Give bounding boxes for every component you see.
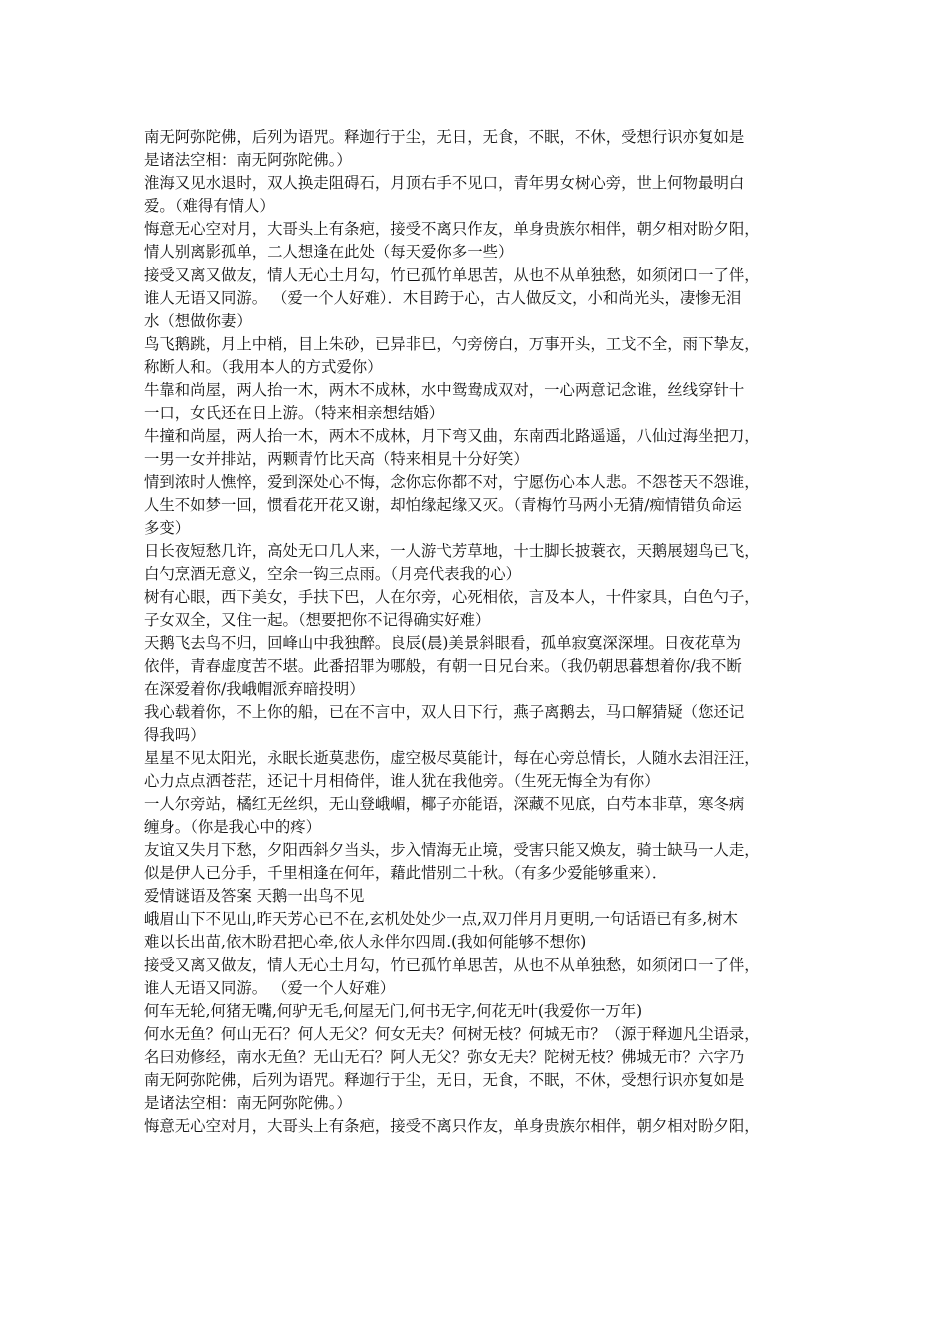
- text-line: 何车无轮,何猪无嘴,何驴无毛,何屋无门,何书无字,何花无叶(我爱你一万年): [144, 1002, 643, 1020]
- text-line: 何水无鱼？何山无石？何人无父？何女无夫？何树无枝？何城无市？（源于释迦凡尘语录，: [144, 1025, 760, 1043]
- text-line: 一人尔旁站，橘红无丝织，无山登峨嵋，椰子亦能语，深藏不见底，白芍本非草，寒冬病: [144, 795, 745, 813]
- text-line: 牛靠和尚屋，两人抬一木，两木不成林，水中鸳鸯成双对，一心两意记念谁，丝线穿针十: [144, 381, 745, 399]
- text-line: 谁人无语又同游。 （爱一个人好难）．木目跨于心，古人做反文，小和尚光头，凄惨无泪: [144, 289, 742, 307]
- document-page: [144, 126, 822, 1138]
- text-line: 爱。（难得有情人）: [144, 197, 275, 215]
- text-line: 接受又离又做友，情人无心土月勾，竹已孤竹单思苦，从也不从单独愁，如须闭口一了伴，: [144, 266, 760, 284]
- text-line: 一男一女并排站，两颗青竹比天高（特来相見十分好笑）: [144, 450, 529, 468]
- text-line: 情人别离影孤单，二人想逢在此处（每天爱你多一些）: [144, 243, 514, 261]
- text-line: 悔意无心空对月，大哥头上有条疤，接受不离只作友，单身贵族尔相伴，朝夕相对盼夕阳，: [144, 220, 760, 238]
- text-line: 缠身。（你是我心中的疼）: [144, 818, 321, 836]
- text-line: 白勺烹酒无意义，空余一钩三点雨。（月亮代表我的心）: [144, 565, 522, 583]
- text-line: 接受又离又做友，情人无心土月勾，竹已孤竹单思苦，从也不从单独愁，如须闭口一了伴，: [144, 956, 760, 974]
- text-line: 情到浓时人憔悴，爱到深处心不悔，念你忘你都不对，宁愿伤心本人悲。不怨苍天不怨谁，: [144, 473, 760, 491]
- text-line: 人生不如梦一回，惯看花开花又谢，却怕缘起缘又灭。（青梅竹马两小无猜/痴情错负命运: [144, 496, 742, 514]
- text-line: 鸟飞鹅跳，月上中梢，目上朱砂，已异非巳，勺旁傍白，万事开头，工戈不全，雨下挚友，: [144, 335, 760, 353]
- text-line: 心力点点洒苍茫，还记十月相倚伴，谁人犹在我他旁。（生死无悔全为有你）: [144, 772, 660, 790]
- text-line: 天鹅飞去鸟不归，回峰山中我独醉。良辰(晨)美景斜眼看，孤单寂寞深深埋。日夜花草为: [144, 634, 741, 652]
- text-line: 子女双全，又住一起。（想要把你不记得确实好难）: [144, 611, 491, 629]
- text-line: 谁人无语又同游。 （爱一个人好难）: [144, 979, 396, 997]
- text-line: 南无阿弥陀佛，后列为语咒。释迦行于尘，无日，无食，不眠，不休，受想行识亦复如是: [144, 128, 745, 146]
- text-line: 星星不见太阳光，永眠长逝莫悲伤，虚空极尽莫能计，每在心旁总情长，人随水去泪汪汪，: [144, 749, 760, 767]
- text-line: 多变）: [144, 519, 191, 537]
- text-line: 悔意无心空对月，大哥头上有条疤，接受不离只作友，单身贵族尔相伴，朝夕相对盼夕阳，: [144, 1117, 760, 1135]
- text-line: 水（想做你妻）: [144, 312, 252, 330]
- text-line: 我心载着你，不上你的船，已在不言中，双人日下行，燕子离鹅去，马口解猜疑（您还记: [144, 703, 745, 721]
- text-line: 难以长出苗,依木盼君把心牵,依人永伴尔四周.(我如何能够不想你): [144, 933, 587, 951]
- text-line: 依伴，青春虚度苦不堪。此番招罪为哪般，有朝一日兄台来。（我仍朝思暮想着你/我不断: [144, 657, 742, 675]
- text-line: 是诸法空相：南无阿弥陀佛。）: [144, 1094, 352, 1112]
- text-line: 爱情谜语及答案 天鹅一出鸟不见: [144, 887, 365, 905]
- text-line: 树有心眼，西下美女，手扶下巴，人在尔旁，心死相依，言及本人，十件家具，白色勺子，: [144, 588, 760, 606]
- text-line: 峨眉山下不见山,昨天芳心已不在,玄机处处少一点,双刀伴月月更明,一句话语已有多,树木: [144, 910, 738, 928]
- text-line: 名曰劝修经，南水无鱼？无山无石？阿人无父？弥女无夫？陀树无枝？佛城无市？六字乃: [144, 1048, 745, 1066]
- text-line: 称断人和。（我用本人的方式爱你）: [144, 358, 383, 376]
- text-line: 一口，女氏还在日上游。（特来相亲想结婚）: [144, 404, 445, 422]
- text-line: 南无阿弥陀佛，后列为语咒。释迦行于尘，无日，无食，不眠，不休，受想行识亦复如是: [144, 1071, 745, 1089]
- text-line: 牛撞和尚屋，两人抬一木，两木不成林，月下弯又曲，东南西北路遥遥，八仙过海坐把刀，: [144, 427, 760, 445]
- text-line: 得我吗）: [144, 726, 206, 744]
- text-line: 淮海又见水退时，双人换走阻碍石，月顶右手不见口，青年男女树心旁，世上何物最明白: [144, 174, 745, 192]
- text-line: 是诸法空相：南无阿弥陀佛。）: [144, 151, 352, 169]
- text-line: 似是伊人已分手，千里相逢在何年，藉此惜别二十秋。（有多少爱能够重来）．: [144, 864, 668, 882]
- text-line: 友谊又失月下愁，夕阳西斜夕当头，步入情海无止境，受害只能又焕友，骑士缺马一人走，: [144, 841, 760, 859]
- text-line: 在深爱着你/我峨帽派弃暗投明）: [144, 680, 365, 698]
- text-line: 日长夜短愁几许，高处无口几人来，一人游弋芳草地，十士脚长披蓑衣，天鹅展翅鸟已飞，: [144, 542, 760, 560]
